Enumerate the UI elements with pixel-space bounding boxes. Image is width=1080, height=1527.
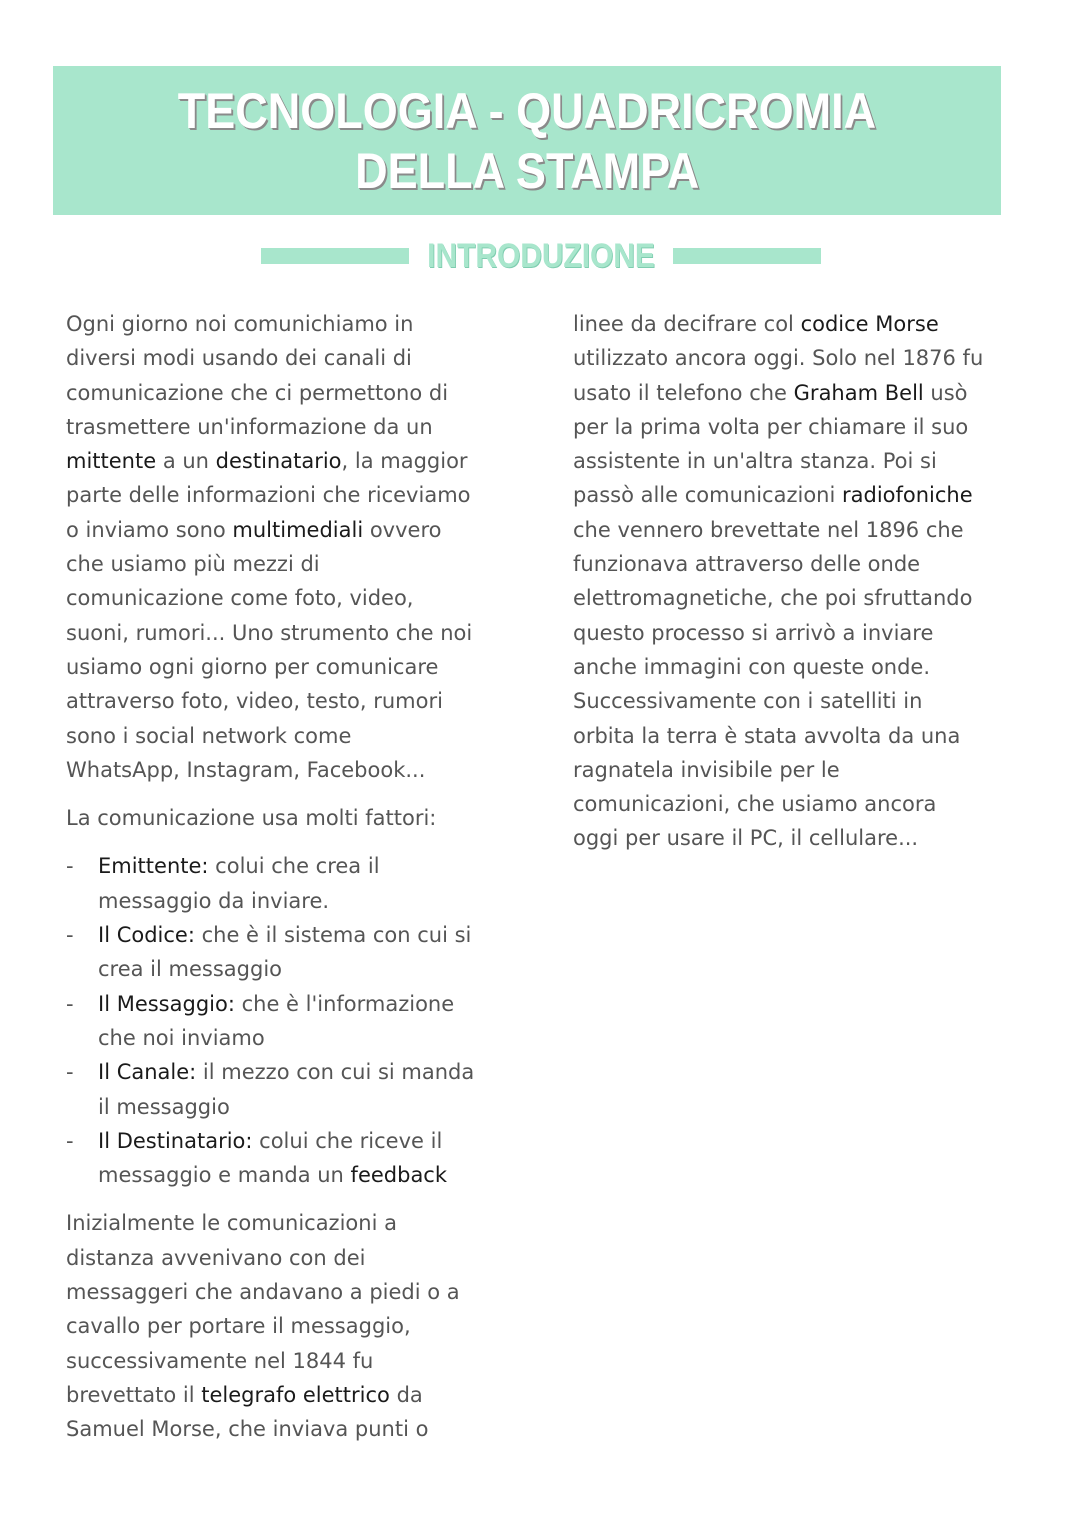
- factors-intro: La comunicazione usa molti fattori:: [66, 806, 437, 831]
- list-dash: -: [66, 1128, 74, 1153]
- text-line: comunicazioni, che usiamo ancora: [573, 792, 937, 817]
- intro-paragraph: [66, 307, 514, 787]
- text-fragment: a un: [156, 449, 216, 474]
- text-fragment: usato il telefono che: [573, 380, 794, 405]
- text-line: messaggio da inviare.: [98, 888, 330, 913]
- text-fragment: da: [389, 1382, 423, 1407]
- text-fragment: linee da decifrare col: [573, 312, 801, 336]
- list-dash: -: [66, 923, 74, 948]
- text-line: crea il messaggio: [98, 957, 282, 982]
- list-dash: -: [66, 1060, 74, 1085]
- text-fragment: ovvero: [363, 517, 442, 542]
- heading-rule-right: [673, 248, 821, 264]
- text-line: comunicazione che ci permettono di: [66, 380, 449, 405]
- text-line: anche immagini con queste onde.: [573, 654, 931, 679]
- keyword-graham-bell: Graham Bell: [793, 380, 924, 405]
- text-line: messaggeri che andavano a piedi o a: [66, 1280, 460, 1305]
- text-fragment: o inviamo sono: [66, 517, 233, 542]
- text-line: diversi modi usando dei canali di: [66, 346, 412, 371]
- text-line: Ogni giorno noi comunichiamo in: [66, 312, 414, 336]
- text-line: [573, 376, 1023, 410]
- text-line: trasmettere un'informazione da un: [66, 414, 433, 439]
- text-line: orbita la terra è stata avvolta da una: [573, 723, 961, 748]
- factor-term: Il Codice:: [98, 923, 195, 948]
- list-item: [66, 1124, 514, 1193]
- text-line: il messaggio: [98, 1094, 230, 1119]
- text-fragment: usò: [923, 380, 968, 405]
- text-line: assistente in un'altra stanza. Poi si: [573, 449, 937, 474]
- list-item: [66, 849, 514, 918]
- text-line: suoni, rumori... Uno strumento che noi: [66, 620, 473, 645]
- heading-rule-left: [261, 248, 409, 264]
- text-line: WhatsApp, Instagram, Facebook...: [66, 757, 426, 782]
- section-heading: [261, 234, 821, 278]
- factor-term: Il Destinatario:: [98, 1128, 253, 1153]
- text-line: [98, 1124, 514, 1158]
- text-line: che vennero brevettate nel 1896 che: [573, 517, 964, 542]
- text-line: questo processo si arrivò a inviare: [573, 620, 934, 645]
- list-item: [66, 987, 514, 1056]
- keyword-radiofoniche: radiofoniche: [841, 483, 973, 508]
- history-paragraph: [66, 1206, 514, 1446]
- factor-desc: colui che crea il: [208, 854, 380, 879]
- keyword-destinatario: destinatario: [215, 449, 342, 474]
- text-line: per la prima volta per chiamare il suo: [573, 414, 969, 439]
- text-line: oggi per usare il PC, il cellulare...: [573, 826, 919, 851]
- text-line: distanza avvenivano con dei: [66, 1245, 366, 1270]
- list-dash: -: [66, 854, 74, 879]
- text-line: [66, 1378, 514, 1412]
- text-fragment: brevettato il: [66, 1382, 202, 1407]
- keyword-codice-morse: codice Morse: [800, 312, 939, 336]
- factor-desc: che è l'informazione: [234, 991, 455, 1016]
- left-column: [66, 307, 514, 1447]
- text-line: comunicazione come foto, video,: [66, 586, 414, 611]
- history-continued-paragraph: [573, 307, 1023, 856]
- text-line: utilizzato ancora oggi. Solo nel 1876 fu: [573, 346, 984, 371]
- list-item: [66, 918, 514, 987]
- text-line: successivamente nel 1844 fu: [66, 1348, 374, 1373]
- text-line: funzionava attraverso delle onde: [573, 552, 921, 577]
- factor-term: Emittente:: [98, 854, 209, 879]
- text-line: cavallo per portare il messaggio,: [66, 1314, 411, 1339]
- text-line: [98, 1055, 514, 1089]
- factor-desc: colui che riceve il: [252, 1128, 443, 1153]
- text-line: che noi inviamo: [98, 1025, 265, 1050]
- text-line: [573, 478, 1023, 512]
- section-title: INTRODUZIONE: [427, 236, 655, 275]
- text-line: [66, 444, 514, 478]
- list-dash: -: [66, 991, 74, 1016]
- text-line: Successivamente con i satelliti in: [573, 689, 923, 714]
- text-line: usiamo ogni giorno per comunicare: [66, 654, 439, 679]
- factor-desc: il mezzo con cui si manda: [196, 1060, 475, 1085]
- text-fragment: passò alle comunicazioni: [573, 483, 842, 508]
- text-line: [573, 307, 1023, 341]
- text-fragment: messaggio e manda un: [98, 1163, 351, 1188]
- text-line: elettromagnetiche, che poi sfruttando: [573, 586, 973, 611]
- text-line: [98, 918, 514, 952]
- keyword-multimediali: multimediali: [232, 517, 364, 542]
- factor-desc: che è il sistema con cui si: [194, 923, 472, 948]
- keyword-feedback: feedback: [350, 1163, 448, 1188]
- text-line: [98, 1158, 514, 1192]
- keyword-mittente: mittente: [66, 449, 157, 474]
- text-fragment: , la maggior: [341, 449, 468, 474]
- page-title-line-1: TECNOLOGIA - QUADRICROMIA: [177, 82, 877, 139]
- factors-list: [66, 849, 514, 1192]
- text-line: ragnatela invisibile per le: [573, 757, 840, 782]
- page-title-line-2: DELLA STAMPA: [354, 142, 700, 199]
- title-banner: [53, 66, 1001, 215]
- text-line: [98, 849, 514, 883]
- factor-term: Il Messaggio:: [98, 991, 235, 1016]
- text-line: [98, 987, 514, 1021]
- text-line: parte delle informazioni che riceviamo: [66, 483, 471, 508]
- text-line: Samuel Morse, che inviava punti o: [66, 1417, 429, 1442]
- keyword-telegrafo: telegrafo elettrico: [201, 1382, 390, 1407]
- list-item: [66, 1055, 514, 1124]
- factor-term: Il Canale:: [98, 1060, 197, 1085]
- right-column: [573, 307, 1023, 856]
- text-line: che usiamo più mezzi di: [66, 552, 320, 577]
- text-line: attraverso foto, video, testo, rumori: [66, 689, 443, 714]
- text-line: Inizialmente le comunicazioni a: [66, 1211, 397, 1236]
- text-line: sono i social network come: [66, 723, 352, 748]
- text-line: [66, 513, 514, 547]
